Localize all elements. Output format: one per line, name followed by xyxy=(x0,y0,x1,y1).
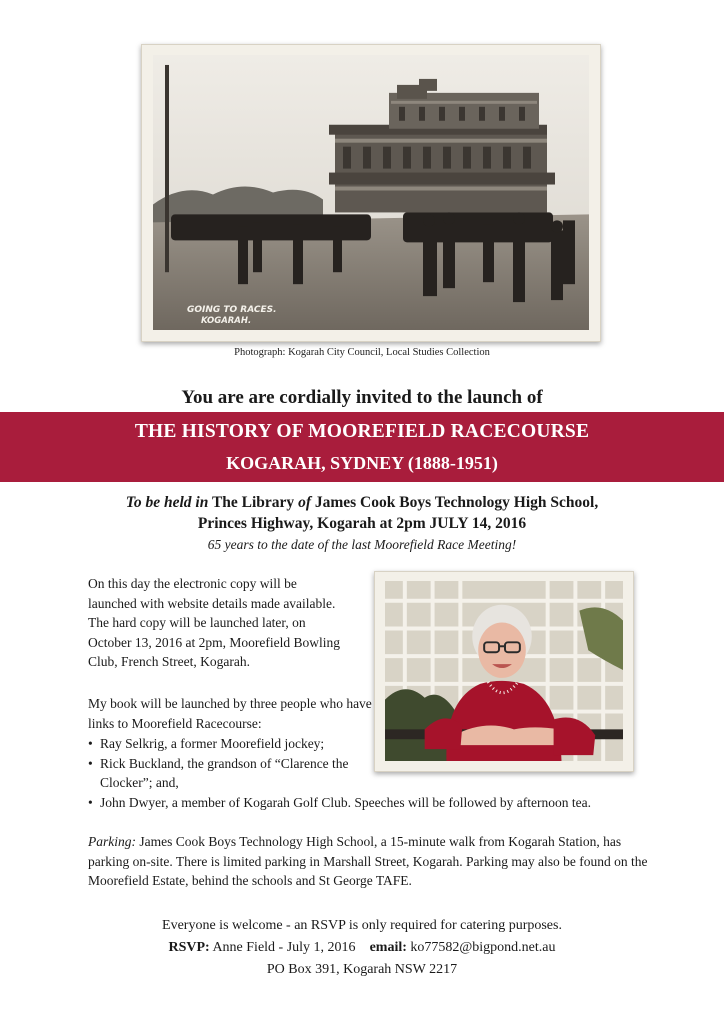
postal-address: PO Box 391, Kogarah NSW 2217 xyxy=(266,962,458,977)
welcome-line: Everyone is welcome - an RSVP is only required for catering purposes. xyxy=(162,918,562,933)
parking-paragraph xyxy=(88,832,648,891)
launch-people-intro: My book will be launched by three people who have links to Moorefield Racecourse: xyxy=(88,696,372,731)
list-item: • John Dwyer, a member of Kogarah Golf Club. Speeches will be followed by afternoon tea. xyxy=(88,793,660,813)
footer-rsvp xyxy=(0,915,724,981)
email-value[interactable]: ko77582@bigpond.net.au xyxy=(406,940,556,955)
venue-line1 xyxy=(0,492,724,513)
invitation-line: You are are cordially invited to the launch of xyxy=(181,387,543,408)
book-subtitle: KOGARAH, SYDNEY (1888-1951) xyxy=(226,453,498,473)
launcher-list xyxy=(88,734,660,812)
photo-inscription-line1: GOING TO RACES. xyxy=(187,305,277,316)
photo-caption: Photograph: Kogarah City Council, Local Studies Collection xyxy=(234,347,490,358)
venue-prefix: To be held in xyxy=(125,494,209,511)
photo-inscription-line2: KOGARAH. xyxy=(201,315,252,326)
list-item: • Ray Selkrig, a former Moorefield jockey; xyxy=(88,734,370,754)
launch-paragraph: On this day the electronic copy will be launched with website details made available. The hard copy will be launched later, on October 13, 2016 at 2pm, Moorefield Bowling Club, French Street, Kogarah. xyxy=(88,576,340,669)
venue-library: The Library xyxy=(211,494,295,511)
rsvp-value: Anne Field - July 1, 2016 xyxy=(209,940,356,955)
venue-of: of xyxy=(298,494,311,511)
list-item: • Rick Buckland, the grandson of “Clarence the Clocker”; and, xyxy=(88,754,370,793)
venue-school: James Cook Boys Technology High School, xyxy=(314,494,599,511)
historic-photo xyxy=(153,55,589,330)
historic-photo-frame xyxy=(141,44,601,342)
parking-label: Parking: xyxy=(88,834,136,849)
venue-line3: 65 years to the date of the last Moorefield Race Meeting! xyxy=(207,537,517,552)
rsvp-label: RSVP: xyxy=(168,940,210,955)
venue-details xyxy=(0,492,724,555)
parking-text: James Cook Boys Technology High School, a 15-minute walk from Kogarah Station, has parking on-site. There is limited parking in Marshall Street, Kogarah. Parking may also be found on the Moorefield Estate, behind the schools and St George TAFE. xyxy=(88,834,648,888)
title-banner xyxy=(0,412,724,482)
book-title: THE HISTORY OF MOOREFIELD RACECOURSE xyxy=(134,421,590,442)
rsvp-line xyxy=(0,937,724,959)
venue-line2: Princes Highway, Kogarah at 2pm JULY 14, 2016 xyxy=(197,515,527,532)
email-label: email: xyxy=(369,940,407,955)
